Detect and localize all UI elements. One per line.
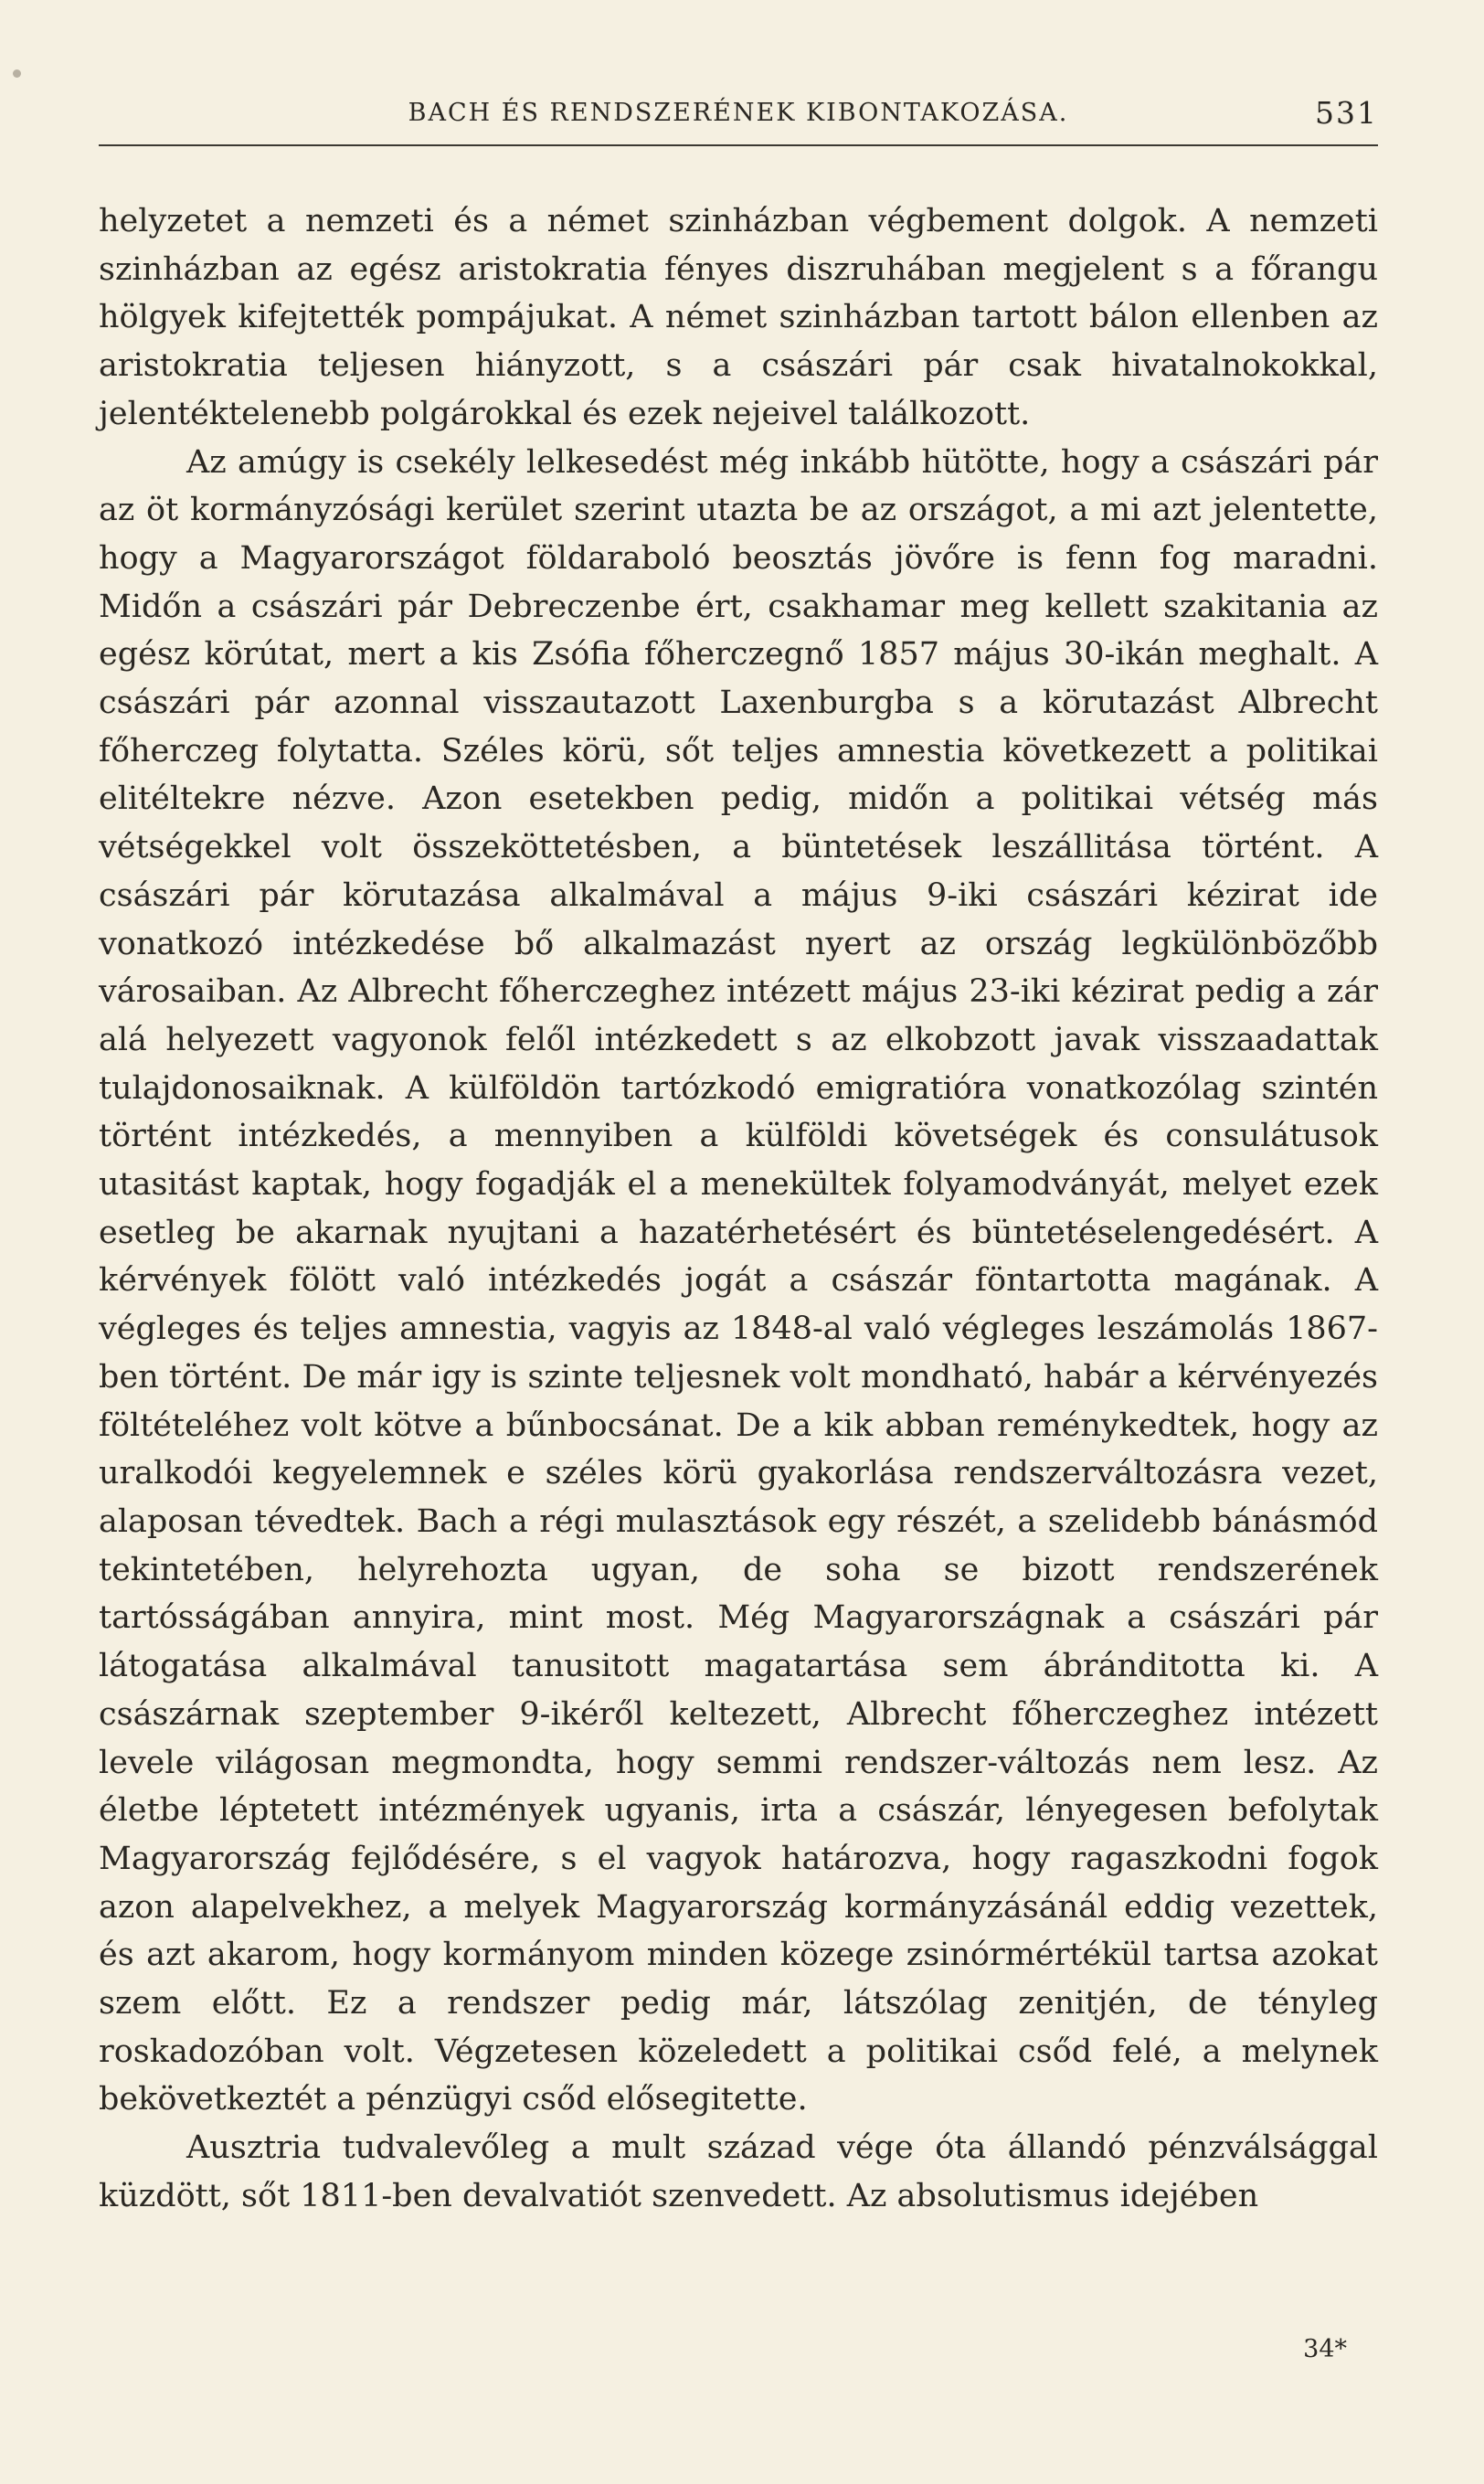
page-header xyxy=(99,91,1378,146)
signature-mark: 34* xyxy=(1303,2335,1347,2363)
body-text xyxy=(99,197,1378,2221)
page-number: 531 xyxy=(1315,95,1378,131)
paragraph-2: Az amúgy is csekély lelkesedést még inkább hütötte, hogy a császári pár az öt kormányzósági kerület szerint utazta be az országot, a mi azt jelentette, hogy a Magyarországot földaraboló beosztás jövőre is fenn fog maradni. Midőn a császári pár Debreczenbe ért, csakhamar meg kellett szakitania az egész körútat, mert a kis Zsófia főherczegnő 1857 május 30-ikán meghalt. A császári pár azonnal visszautazott Laxenburgba s a körutazást Albrecht főherczeg folytatta. Széles körü, sőt teljes amnestia következett a politikai elitéltekre nézve. Azon esetekben pedig, midőn a politikai vétség más vétségekkel volt összeköttetésben, a büntetések leszállitása történt. A császári pár körutazása alkalmával a május 9-iki császári kézirat ide vonatkozó intézkedése bő alkalmazást nyert az ország legkülönbözőbb városaiban. Az Albrecht főherczeghez intézett május 23-iki kézirat pedig a zár alá helyezett vagyonok felől intézkedett s az elkobzott javak visszaadattak tulajdonosaiknak. A külföldön tartózkodó emigratióra vonatkozólag szintén történt intézkedés, a mennyiben a külföldi követségek és consulátusok utasitást kaptak, hogy fogadják el a menekültek folyamodványát, melyet ezek esetleg be akarnak nyujtani a hazatérhetésért és büntetéselengedésért. A kérvények fölött való intézkedés jogát a császár föntartotta magának. A végleges és teljes amnestia, vagyis az 1848-al való végleges leszámolás 1867-ben történt. De már igy is szinte teljesnek volt mondható, habár a kérvényezés föltételéhez volt kötve a bűnbocsánat. De a kik abban reménykedtek, hogy az uralkodói kegyelemnek e széles körü gyakorlása rendszerváltozásra vezet, alaposan tévedtek. Bach a régi mulasztások egy részét, a szelidebb bánásmód tekintetében, helyrehozta ugyan, de soha se bizott rendszerének tartósságában annyira, mint most. Még Magyarországnak a császári pár látogatása alkalmával tanusitott magatartása sem ábránditotta ki. A császárnak szeptember 9-ikéről keltezett, Albrecht főherczeghez intézett levele világosan megmondta, hogy semmi rendszer-változás nem lesz. Az életbe léptetett intézmények ugyanis, irta a császár, lényegesen befolytak Magyarország fejlődésére, s el vagyok határozva, hogy ragaszkodni fogok azon alapelvekhez, a melyek Magyarország kormányzásánál eddig vezettek, és azt akarom, hogy kormányom minden közege zsinórmértékül tartsa azokat szem előtt. Ez a rendszer pedig már, látszólag zenitjén, de tényleg roskadozóban volt. Végzetesen közeledett a politikai csőd felé, a melynek bekövetkeztét a pénzügyi csőd elősegitette. xyxy=(99,443,1378,2118)
paragraph-1: helyzetet a nemzeti és a német szinházban végbement dolgok. A nemzeti szinházban az egész aristokratia fényes diszruhában megjelent s a főrangu hölgyek kifejtették pompájukat. A német szinházban tartott bálon ellenben az aristokratia teljesen hiányzott, s a császári pár csak hivatalnokokkal, jelentéktelenebb polgárokkal és ezek nejeivel találkozott. xyxy=(99,203,1378,432)
running-head: BACH ÉS RENDSZERÉNEK KIBONTAKOZÁSA. xyxy=(408,99,1069,127)
paper-speck xyxy=(13,69,21,78)
paragraph-3: Ausztria tudvalevőleg a mult század vége óta állandó pénzválsággal küzdött, sőt 1811-ben devalvatiót szenvedett. Az absolutismus idejében xyxy=(99,2129,1378,2214)
book-page xyxy=(99,91,1378,2221)
